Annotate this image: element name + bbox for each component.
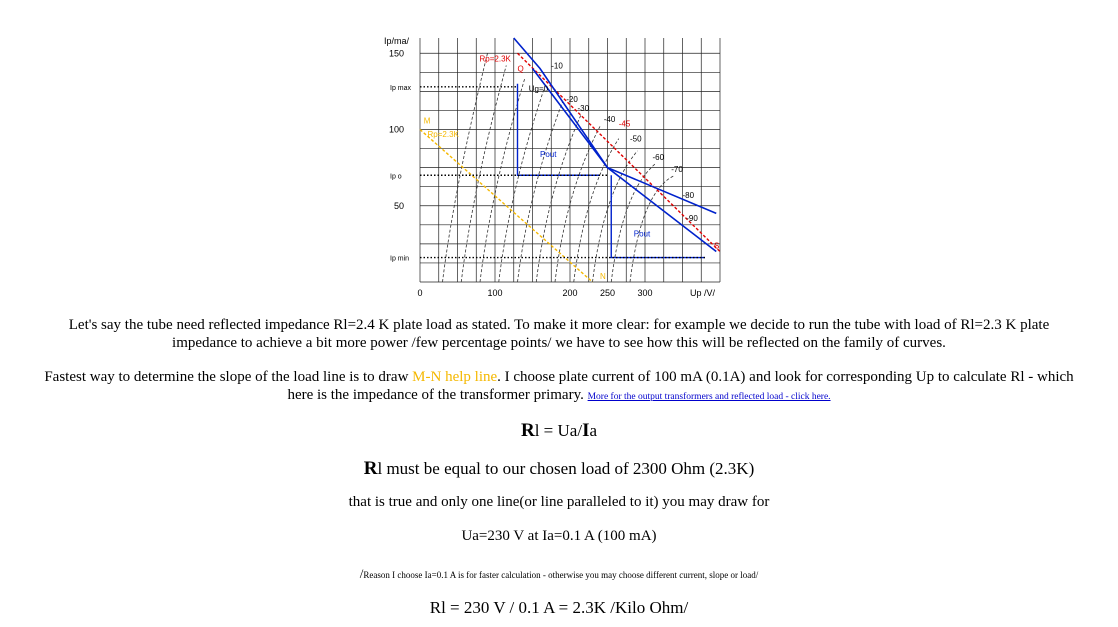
load-line-label: Rp=2.3K [479, 54, 511, 64]
point-q: Q [517, 64, 524, 74]
marker-label: Ip min [390, 255, 410, 263]
pout-label-top: Pout [540, 149, 557, 159]
x-axis-label: Up /V/ [690, 288, 716, 298]
x-tick-label: 250 [599, 288, 616, 298]
reason-text: Reason I choose Ia=0.1 A is for faster calculation - otherwise you may choose different current, slope or load/ [363, 570, 759, 580]
method-text-a: Fastest way to determine the slope of the load line is to draw [44, 369, 413, 385]
marker-label: Ip o [390, 173, 402, 181]
point-n: N [600, 271, 606, 281]
load-requirement [0, 458, 1118, 480]
marker-label: Ip max [390, 84, 412, 92]
output-transformer-link[interactable]: More for the output transformers and reflected load - click here. [587, 392, 831, 402]
swing-line [533, 69, 720, 252]
chart-labels [384, 36, 719, 298]
x-tick-label: 200 [562, 288, 578, 298]
tube-characteristic-chart [368, 34, 748, 300]
formula-r: R [520, 420, 535, 441]
x-tick-label: 300 [637, 288, 653, 298]
max-dissipation-line [514, 38, 717, 213]
y-tick-label: 150 [388, 48, 404, 59]
intro-line-1: Let's say the tube need reflected impedance Rl=2.4 K plate load as stated. To make it more clear: for example we decide to run the tube with load of Rl=2.3 K plate [68, 317, 1050, 333]
chart-grid [420, 38, 720, 282]
curve-label: -80 [682, 191, 695, 201]
curve-label: -60 [652, 153, 665, 162]
load-r: R [363, 458, 378, 479]
formula-tail: a [589, 421, 598, 440]
x-tick-label: 0 [417, 288, 423, 298]
curve-label: -70 [671, 165, 683, 175]
intro-line-2: impedance to achieve a bit more power /few percentage points/ we have to see how this will be reflected on the family of curves. [172, 335, 946, 351]
curve-label: Ug=0 [528, 84, 549, 94]
curve-label: -45 [618, 119, 631, 129]
method-line-2: here is the impedance of the transformer primary. [287, 387, 588, 403]
method-text-b: . I choose plate current of 100 mA (0.1A) and look for corresponding Up to calculate Rl - which [497, 369, 1074, 385]
curve-label: -30 [577, 104, 590, 114]
operating-values: Ua=230 V at Ia=0.1 A (100 mA) [461, 528, 657, 544]
curve-label: -90 [686, 214, 698, 223]
formula-i: I [582, 420, 590, 441]
reason-slash: / [359, 566, 364, 581]
plate-curve [611, 163, 656, 282]
curve-label: -10 [551, 61, 563, 71]
curve-label: -40 [603, 114, 616, 124]
curve-label: -20 [566, 95, 578, 105]
load-rest: l must be equal to our chosen load of 2300 Ohm (2.3K) [377, 459, 755, 478]
plate-curve [574, 139, 619, 282]
load-line-label: Rp=2.3K [427, 130, 459, 140]
line-statement: that is true and only one line(or line paralleled to it) you may draw for [348, 494, 770, 510]
curve-label: -50 [630, 134, 642, 144]
pout-label-bottom: Pout [633, 229, 651, 239]
reason-note [0, 566, 1118, 582]
mn-help-line-highlight: M-N help line [412, 369, 498, 385]
x-tick-label: 100 [487, 288, 503, 298]
point-s: S [714, 241, 720, 251]
result-formula: Rl = 230 V / 0.1 A = 2.3K /Kilo Ohm/ [429, 598, 689, 617]
formula-rest: l = Ua/ [534, 421, 583, 440]
y-tick-label: 50 [393, 200, 404, 211]
y-axis-label: Ip/ma/ [384, 36, 410, 46]
point-m: M [423, 116, 431, 126]
intro-paragraph [0, 316, 1118, 352]
plate-curve [499, 90, 544, 282]
y-tick-label: 100 [388, 124, 404, 135]
plate-curve [480, 78, 525, 282]
formula-rl [0, 420, 1118, 442]
method-paragraph [0, 368, 1118, 406]
